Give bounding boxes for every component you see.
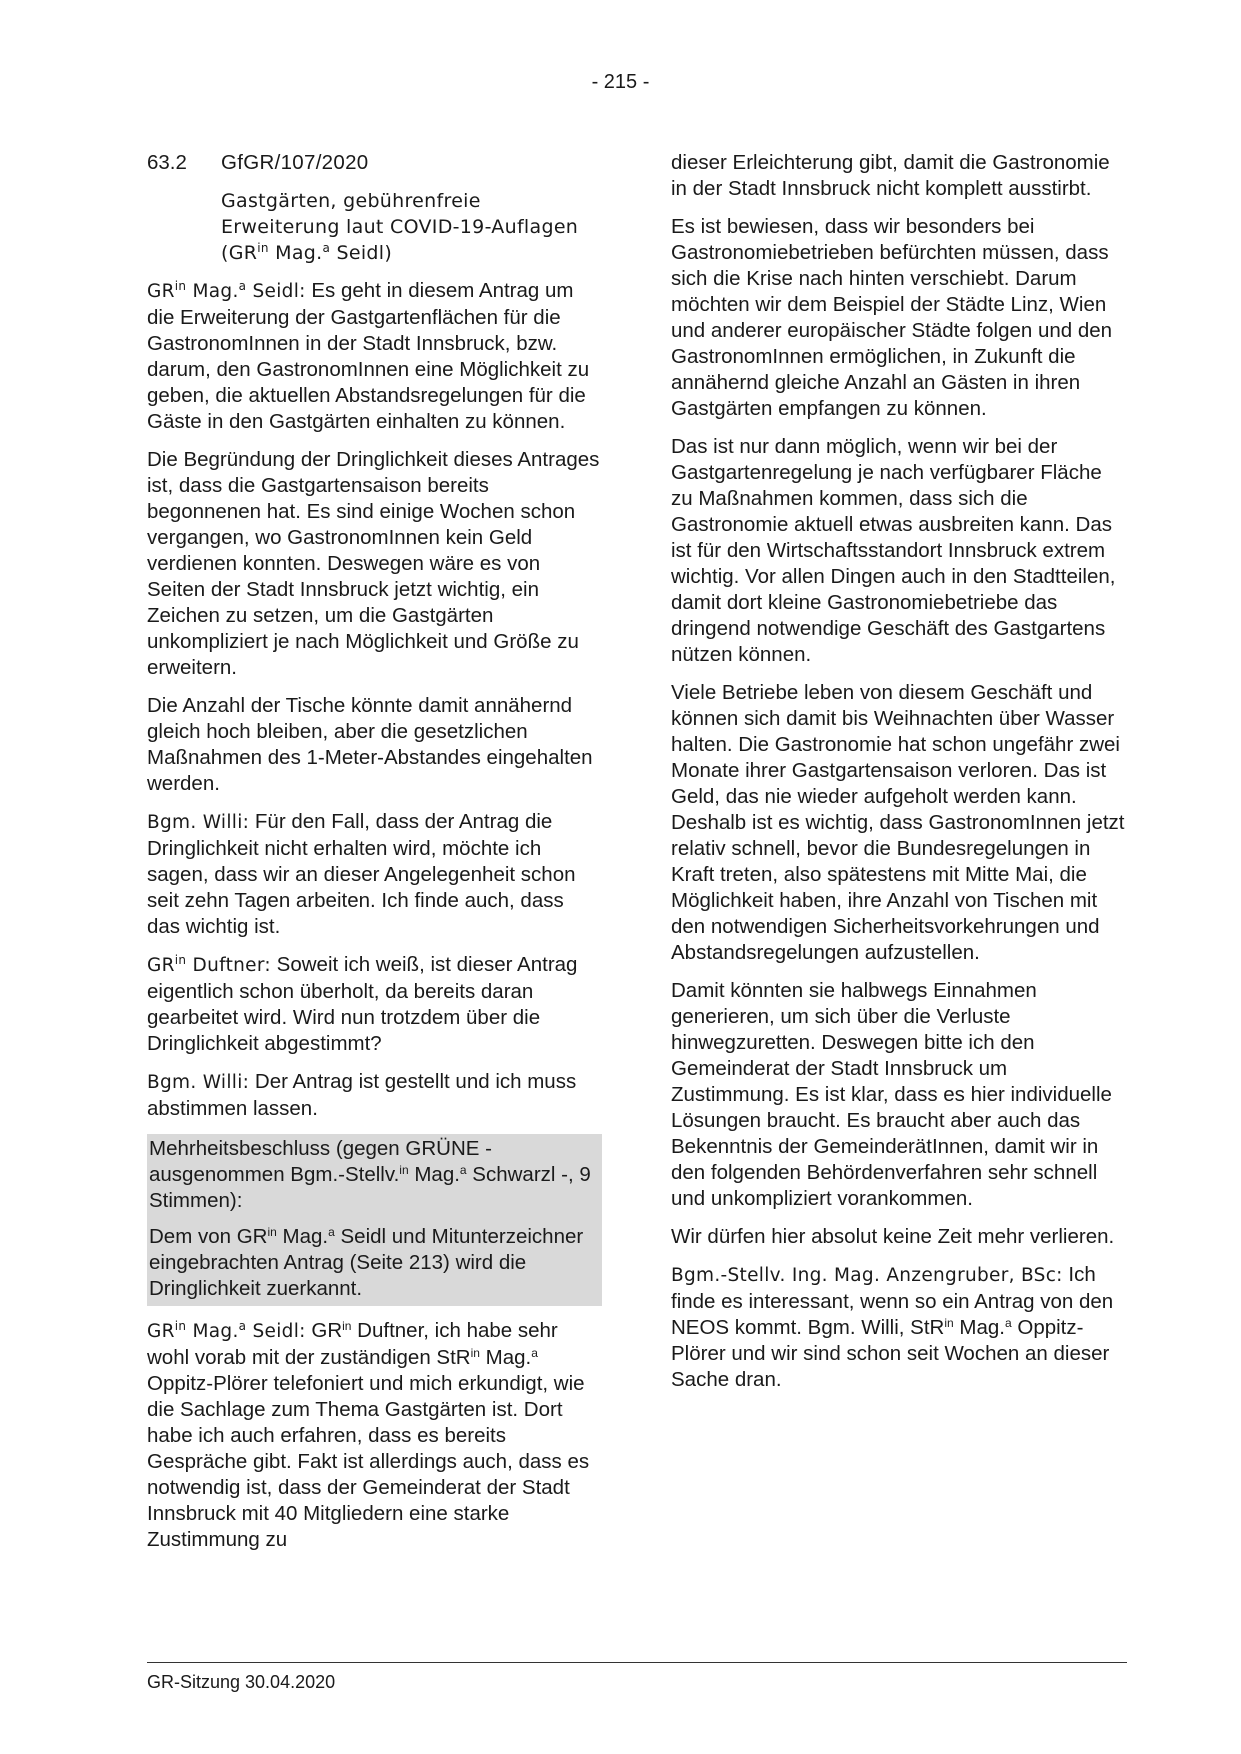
paragraph: Viele Betriebe leben von diesem Geschäft und können sich damit bis Weihnachten über Wasser halten. Die Gastronomie hat schon ungefähr zwei Monate ihrer Gastgartensaison verloren. Das ist Geld, das nie wieder aufgeholt werden kann. Deshalb ist es wichtig, dass GastronomInnen jetzt relativ schnell, bevor die Bundesregelungen in Kraft treten, also spätestens mit Mitte Mai, die Möglichkeit haben, ihre Anzahl von Tischen mit den notwendigen Sicherheitsvorkehrungen und Abstandsregelungen aufzustellen. xyxy=(671,681,1125,964)
paragraph: Die Anzahl der Tische könnte damit annähernd gleich hoch bleiben, aber die gesetzlichen Maßnahmen des 1-Meter-Abstandes eingehalten werden. xyxy=(147,694,593,795)
left-column xyxy=(147,150,602,1565)
agenda-item-code: GfGR/107/2020 xyxy=(221,151,369,174)
paragraph: $GR^{in}$ Mag.$^a$ Seidl: $GR^{in}$ Duftner, ich habe sehr wohl vorab mit der zuständigen StR$^{in}$ Mag.$^a$ Oppitz-Plörer telefoniert und mich erkundigt, wie die Sachlage zum Thema Gastgärten ist. Dort habe ich auch erfahren, dass es bereits Gespräche gibt. Fakt ist allerdings auch, dass es notwendig ist, dass der Gemeinderat der Stadt Innsbruck mit 40 Mitgliedern eine starke Zustimmung zu xyxy=(147,1319,590,1551)
paragraph: Wir dürfen hier absolut keine Zeit mehr verlieren. xyxy=(671,1225,1115,1248)
decision-text: Dem von $GR^{in}$ Mag.$^a$ Seidl und Mitunterzeichner eingebrachten Antrag (Seite 213) wird die Dringlichkeit zuerkannt. xyxy=(149,1225,584,1300)
paragraph: dieser Erleichterung gibt, damit die Gastronomie in der Stadt Innsbruck nicht komplett ausstirbt. xyxy=(671,151,1110,200)
paragraph: $GR^{in}$ Mag.$^a$ Seidl: Es geht in diesem Antrag um die Erweiterung der Gastgartenflächen für die GastronomInnen in der Stadt Innsbruck, bzw. darum, den GastronomInnen eine Möglichkeit zu geben, die aktuellen Abstandsregelungen für die Gäste in den Gastgärten einhalten zu können. xyxy=(147,279,590,433)
paragraph: Bgm. Willi: Der Antrag ist gestellt und ich muss abstimmen lassen. xyxy=(147,1070,577,1120)
footer-text: GR-Sitzung 30.04.2020 xyxy=(147,1672,336,1692)
paragraph: $GR^{in}$ Duftner: Soweit ich weiß, ist dieser Antrag eigentlich schon überholt, da bereits daran gearbeitet wird. Wird nun trotzdem über die Dringlichkeit abgestimmt? xyxy=(147,953,578,1055)
page-number: - 215 - xyxy=(591,71,650,93)
agenda-item-requester: ($GR^{in}$ Mag.$^a$ Seidl) xyxy=(221,241,393,264)
agenda-item-title-text: Gastgärten, gebührenfreie Erweiterung laut COVID-19-Auflagen xyxy=(221,190,579,238)
right-paragraphs xyxy=(671,150,1129,1393)
decision-result: Mehrheitsbeschluss (gegen GRÜNE - ausgenommen Bgm.-Stellv.$^{in}$ Mag.$^a$ Schwarzl -, 9 Stimmen): xyxy=(149,1137,591,1212)
paragraph: Bgm. Willi: Für den Fall, dass der Antrag die Dringlichkeit nicht erhalten wird, möchte ich sagen, dass wir an dieser Angelegenheit schon seit zehn Tagen arbeiten. Ich finde auch, dass das wichtig ist. xyxy=(147,810,576,938)
paragraph: Die Begründung der Dringlichkeit dieses Antrages ist, dass die Gastgartensaison bereits begonnenen hat. Es sind einige Wochen schon vergangen, wo GastronomInnen kein Geld verdienen konnten. Deswegen wäre es von Seiten der Stadt Innsbruck jetzt wichtig, ein Zeichen zu setzen, um die Gastgärten unkompliziert je nach Möglichkeit und Größe zu erweitern. xyxy=(147,448,600,679)
agenda-item-title xyxy=(221,188,602,266)
paragraph: Bgm.-Stellv. Ing. Mag. Anzengruber, BSc: Ich finde es interessant, wenn so ein Antrag von den NEOS kommt. Bgm. Willi, StR$^{in}$ Mag.$^a$ Oppitz-Plörer und wir sind schon seit Wochen an dieser Sache dran. xyxy=(671,1263,1114,1391)
paragraph: Es ist bewiesen, dass wir besonders bei Gastronomiebetrieben befürchten müssen, dass sich die Krise nach hinten verschiebt. Darum möchten wir dem Beispiel der Städte Linz, Wien und anderer europäischer Städte folgen und den GastronomInnen ermöglichen, in Zukunft die annähernd gleiche Anzahl an Gästen in ihren Gastgärten empfangen zu können. xyxy=(671,215,1113,420)
left-paragraphs-after xyxy=(147,1318,602,1553)
right-column xyxy=(671,150,1129,1405)
left-paragraphs xyxy=(147,278,602,1122)
agenda-item-number: 63.2 xyxy=(147,151,187,174)
decision-box xyxy=(147,1134,602,1306)
footer-divider xyxy=(147,1662,1127,1663)
paragraph: Damit könnten sie halbwegs Einnahmen generieren, um sich über die Verluste hinwegzuretten. Deswegen bitte ich den Gemeinderat der Stadt Innsbruck um Zustimmung. Es ist klar, dass es hier individuelle Lösungen braucht. Es braucht aber auch das Bekenntnis der GemeinderätInnen, damit wir in den folgenden Behördenverfahren sehr schnell und unkompliziert vorankommen. xyxy=(671,979,1112,1210)
paragraph: Das ist nur dann möglich, wenn wir bei der Gastgartenregelung je nach verfügbarer Fläche zu Maßnahmen kommen, dass sich die Gastronomie aktuell etwas ausbreiten kann. Das ist für den Wirtschaftsstandort Innsbruck extrem wichtig. Vor allen Dingen auch in den Stadtteilen, damit dort kleine Gastronomiebetriebe das dringend notwendige Geschäft des Gastgartens nützen können. xyxy=(671,435,1116,666)
agenda-item-heading xyxy=(147,150,602,176)
